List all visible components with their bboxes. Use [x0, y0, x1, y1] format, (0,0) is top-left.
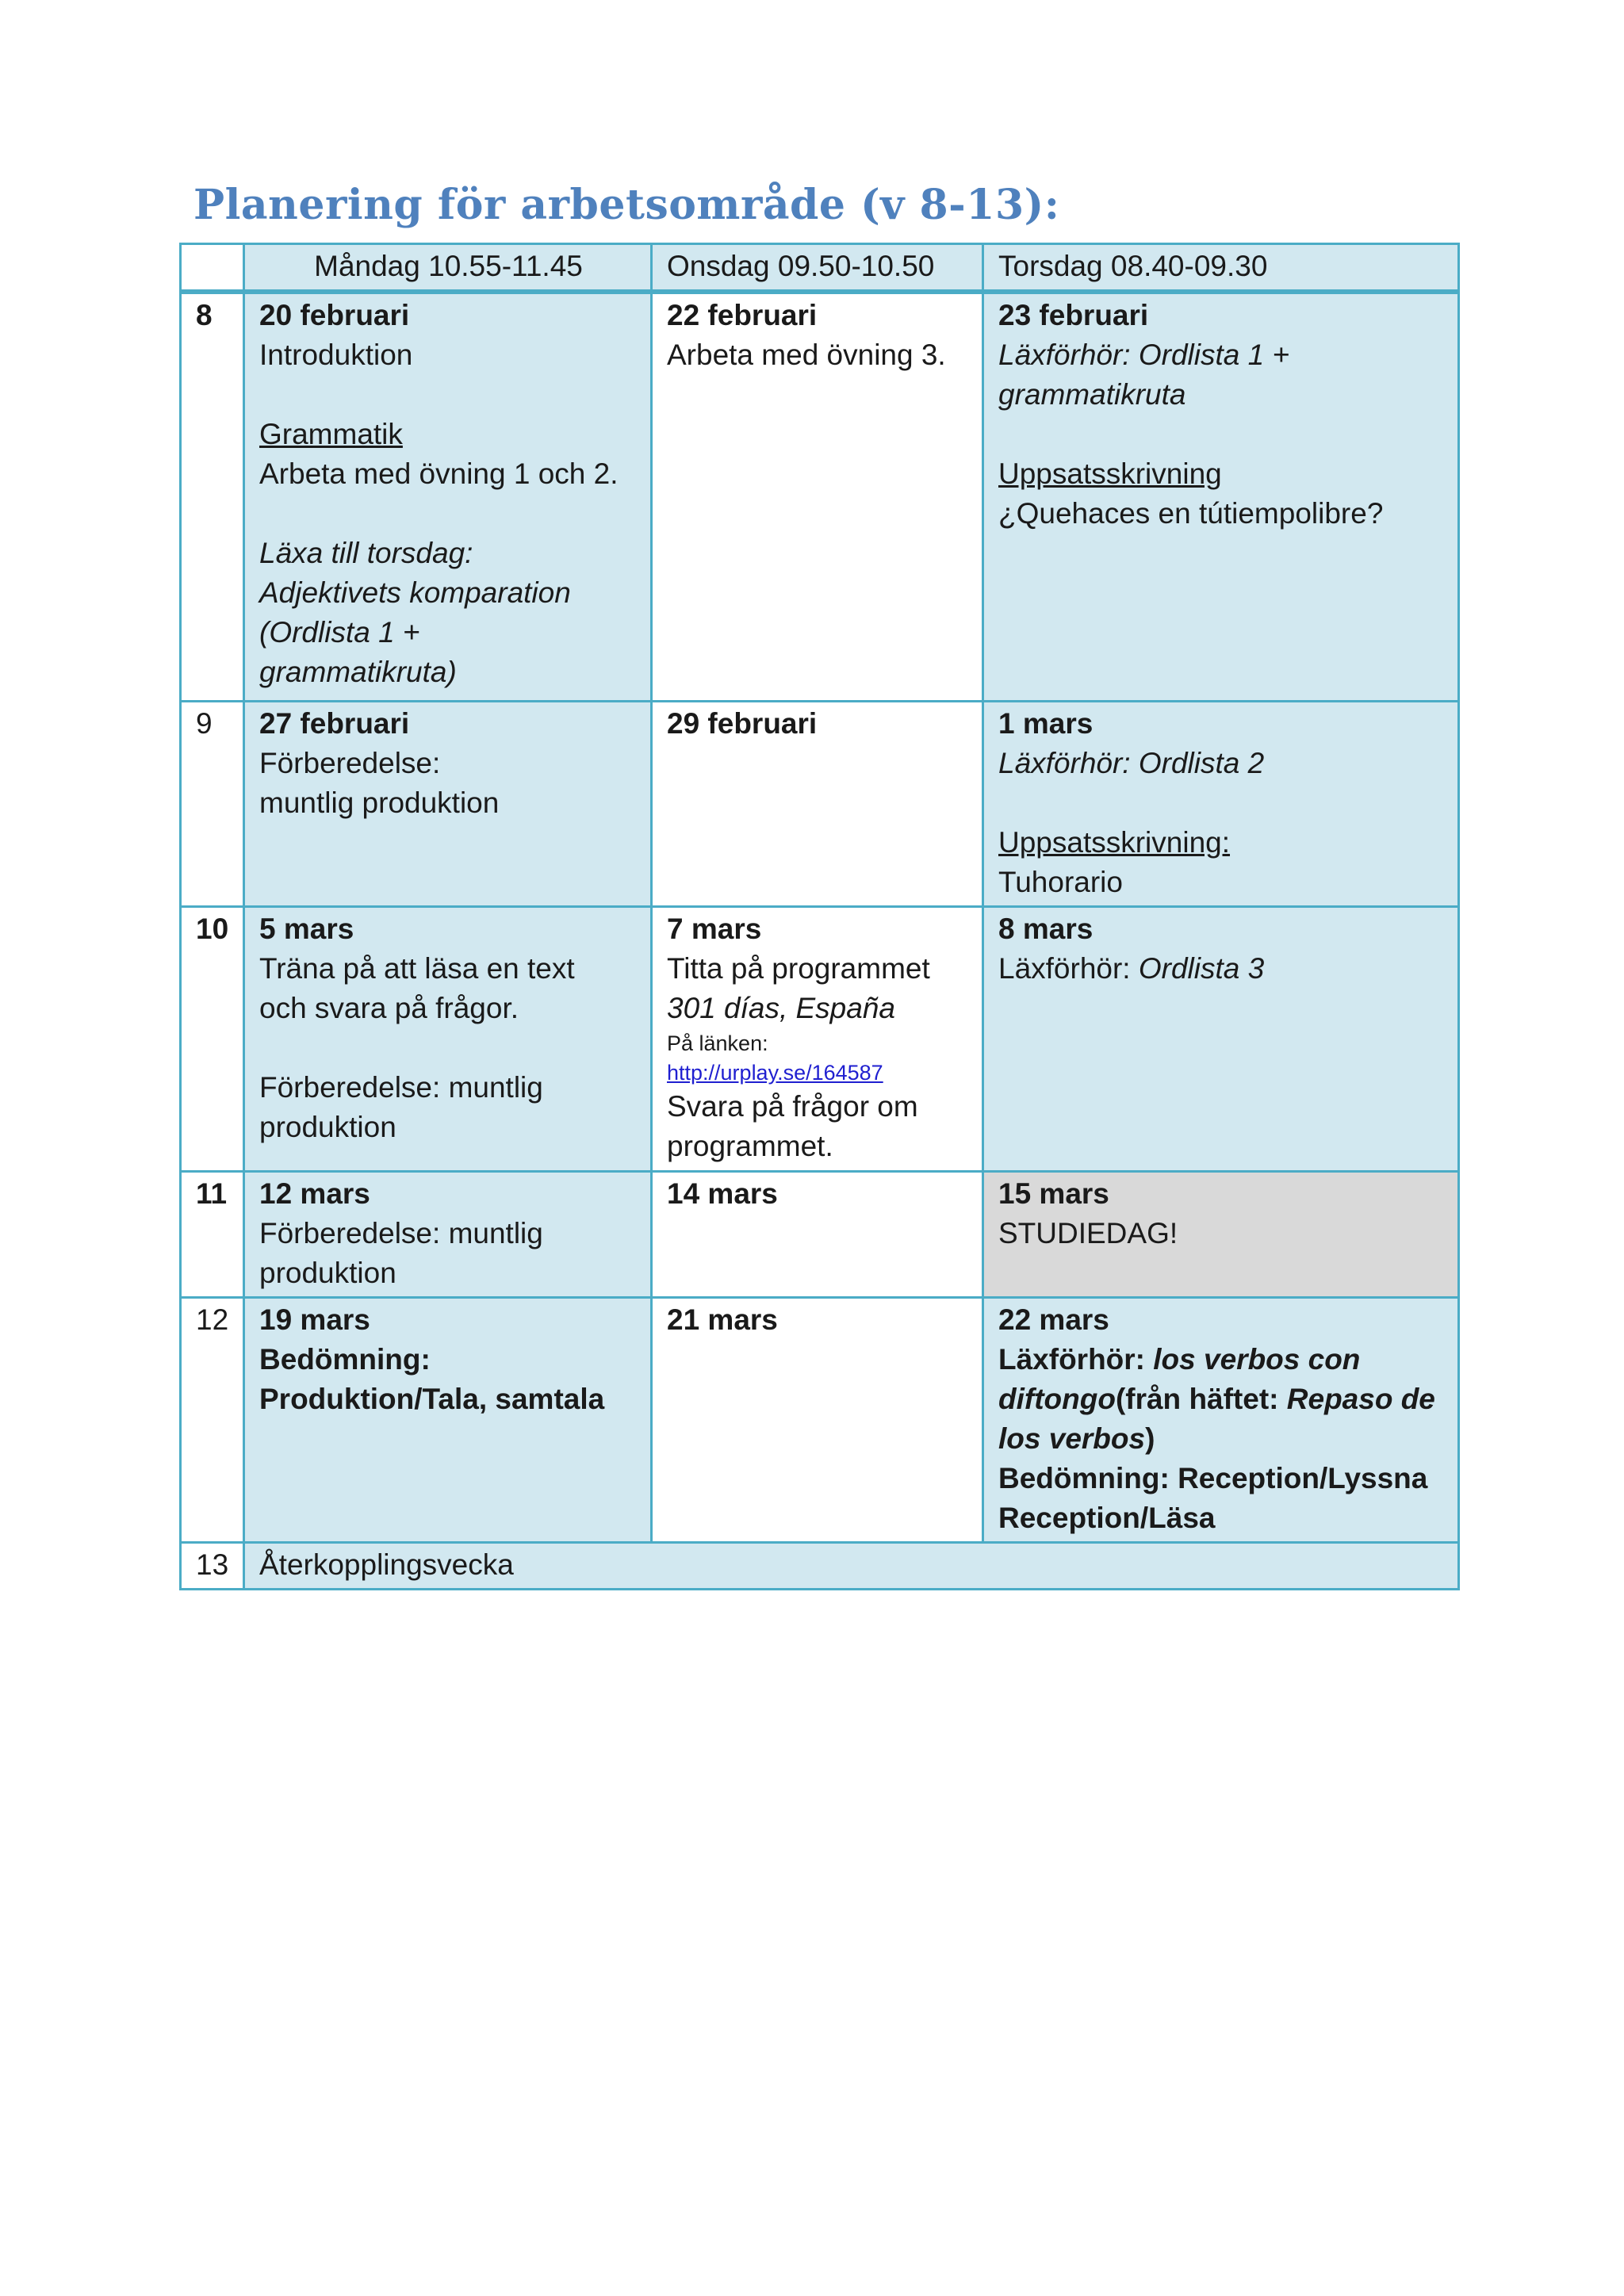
cell-text [998, 1419, 1445, 1459]
feedback-week-cell: Återkopplingsvecka [244, 1542, 1459, 1589]
cell-text [998, 949, 1445, 989]
cell-text: produktion [259, 1110, 396, 1143]
table-row-week-10 [181, 906, 1459, 1171]
cell-text: produktion [259, 1256, 396, 1289]
cell-date: 12 mars [259, 1177, 370, 1210]
cell-thursday [983, 1171, 1459, 1297]
cell-text: Introduktion [259, 339, 413, 371]
cell-date: 21 mars [667, 1303, 778, 1336]
cell-date: 27 februari [259, 706, 410, 740]
week-number: 8 [181, 292, 244, 701]
cell-date: 7 mars [667, 912, 762, 945]
cell-text-part: los verbos [998, 1422, 1146, 1455]
cell-date: 22 mars [998, 1303, 1109, 1336]
cell-text-part: Ordlista 3 [1138, 951, 1265, 985]
table-row-week-8 [181, 292, 1459, 701]
cell-text: grammatikruta [998, 378, 1186, 411]
cell-text: Bedömning: [259, 1342, 431, 1376]
cell-text-part: (från häftet: [1115, 1382, 1287, 1415]
cell-text: (Ordlista 1 + [259, 616, 420, 649]
cell-text-part: Läxförhör: [998, 1342, 1154, 1376]
cell-monday [244, 906, 652, 1171]
cell-wednesday [652, 1297, 983, 1542]
cell-text: Reception/Läsa [998, 1501, 1216, 1534]
cell-thursday [983, 1297, 1459, 1542]
cell-wednesday [652, 292, 983, 701]
cell-wednesday [652, 701, 983, 906]
week-number: 11 [181, 1171, 244, 1297]
cell-text: Bedömning: Reception/Lyssna [998, 1461, 1428, 1494]
cell-date: 23 februari [998, 299, 1149, 331]
cell-date: 1 mars [998, 706, 1094, 740]
week-number: 13 [181, 1542, 244, 1589]
cell-text-part: los verbos con [1153, 1342, 1361, 1376]
cell-wednesday [652, 906, 983, 1171]
cell-text: grammatikruta) [259, 656, 457, 688]
cell-text: Läxförhör: Ordlista 1 + [998, 339, 1290, 371]
cell-monday [244, 1171, 652, 1297]
cell-date: 19 mars [259, 1303, 370, 1336]
cell-heading: Uppsatsskrivning: [998, 825, 1231, 859]
cell-date: 20 februari [259, 299, 410, 331]
cell-date: 22 februari [667, 299, 818, 331]
cell-date: 29 februari [667, 706, 818, 740]
cell-text [998, 1380, 1445, 1419]
header-monday: Måndag 10.55-11.45 [244, 244, 652, 293]
header-row [181, 244, 1459, 293]
page-title: Planering för arbetsområde (v 8-13): [193, 181, 1060, 229]
table-row-week-13 [181, 1542, 1459, 1589]
cell-small-text: På länken: [667, 1031, 768, 1055]
cell-heading: Uppsatsskrivning [998, 457, 1222, 490]
table-row-week-9 [181, 701, 1459, 906]
cell-thursday [983, 701, 1459, 906]
cell-date: 15 mars [998, 1177, 1109, 1210]
cell-text: och svara på frågor. [259, 991, 519, 1024]
cell-thursday [983, 906, 1459, 1171]
cell-monday [244, 701, 652, 906]
table-row-week-11 [181, 1171, 1459, 1297]
schedule-table [179, 243, 1460, 1590]
week-number: 9 [181, 701, 244, 906]
cell-text-part: diftongo [998, 1382, 1116, 1415]
cell-text: 301 días, España [667, 991, 895, 1024]
cell-text: Läxa till torsdag: [259, 537, 473, 569]
cell-text: muntlig produktion [259, 786, 500, 819]
cell-monday [244, 1297, 652, 1542]
cell-text: Produktion/Tala, samtala [259, 1382, 605, 1415]
cell-date: 14 mars [667, 1177, 778, 1210]
cell-text-part: Läxförhör: [998, 951, 1139, 985]
cell-text: Adjektivets komparation [259, 576, 571, 609]
cell-date: 5 mars [259, 912, 354, 945]
cell-text: Träna på att läsa en text [259, 951, 575, 985]
cell-text: Svara på frågor om [667, 1089, 918, 1123]
cell-text: Förberedelse: muntlig [259, 1070, 543, 1104]
cell-text [998, 1340, 1445, 1380]
cell-text: programmet. [667, 1129, 833, 1162]
cell-monday [244, 292, 652, 701]
week-number: 10 [181, 906, 244, 1171]
cell-text-part: Repaso de [1286, 1382, 1435, 1415]
cell-thursday [983, 292, 1459, 701]
cell-text: ¿Quehaces en tútiempolibre? [998, 497, 1384, 530]
table-row-week-12 [181, 1297, 1459, 1542]
cell-text-part: ) [1145, 1422, 1155, 1455]
cell-text: Förberedelse: [259, 746, 441, 779]
cell-wednesday [652, 1171, 983, 1297]
header-week [181, 244, 244, 293]
cell-date: 8 mars [998, 912, 1094, 945]
week-number: 12 [181, 1297, 244, 1542]
header-wednesday: Onsdag 09.50-10.50 [652, 244, 983, 293]
urplay-link[interactable]: http://urplay.se/164587 [667, 1060, 883, 1085]
cell-text: Läxförhör: Ordlista 2 [998, 746, 1265, 779]
cell-text: Arbeta med övning 3. [667, 339, 946, 371]
cell-text: Arbeta med övning 1 och 2. [259, 457, 619, 490]
cell-heading: Grammatik [259, 418, 403, 450]
cell-text: Titta på programmet [667, 951, 930, 985]
cell-text: STUDIEDAG! [998, 1216, 1178, 1249]
cell-text: Förberedelse: muntlig [259, 1216, 543, 1249]
cell-text: Tuhorario [998, 865, 1123, 898]
header-thursday: Torsdag 08.40-09.30 [983, 244, 1459, 293]
